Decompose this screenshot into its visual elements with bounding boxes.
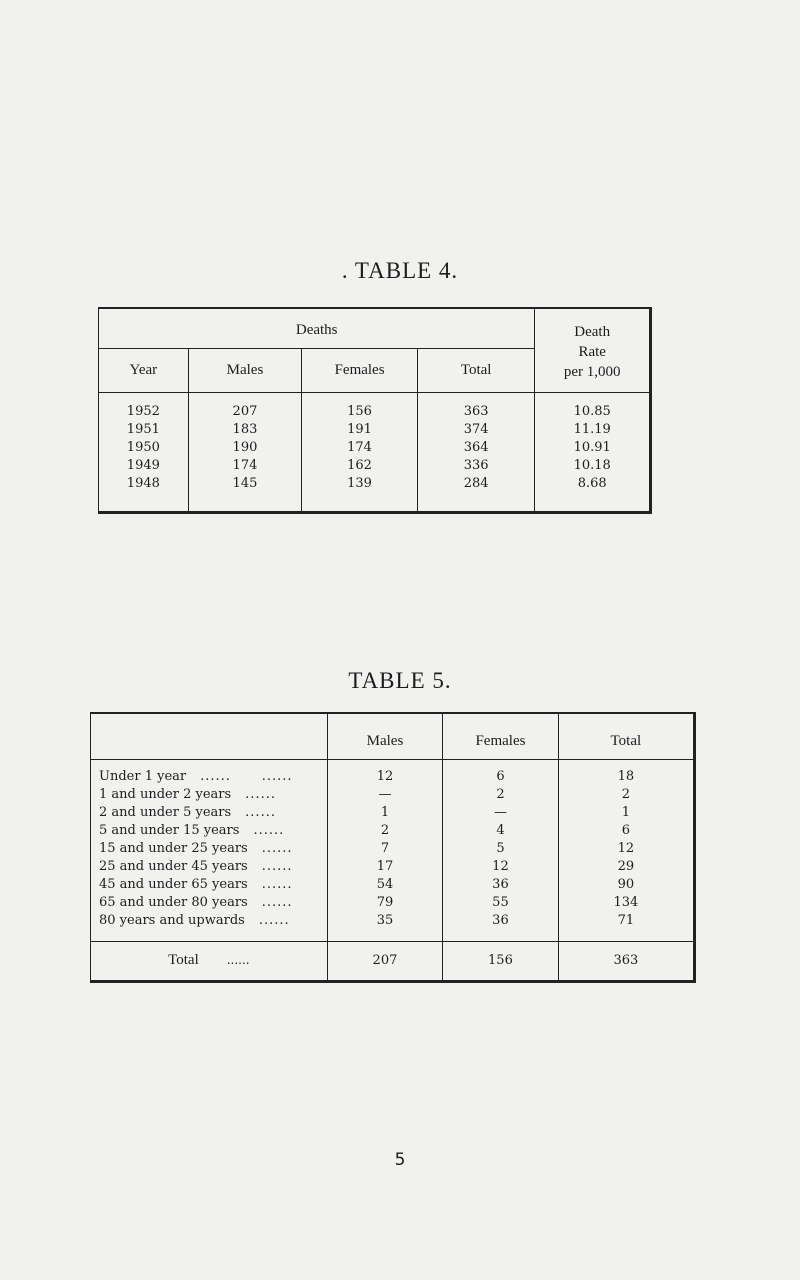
- total-cell: 134: [558, 893, 694, 911]
- rate-cell: 10.85: [535, 402, 651, 420]
- males-cell: 7: [327, 839, 442, 857]
- females-cell: 139: [302, 474, 418, 492]
- leader-dots: ......: [261, 858, 293, 874]
- total-total-cell: 363: [558, 941, 694, 981]
- males-cell: 1: [327, 803, 442, 821]
- total-cell: 284: [417, 474, 535, 492]
- males-cell: 183: [188, 420, 302, 438]
- females-header: Females: [302, 348, 418, 392]
- death-rate-header: [535, 308, 651, 392]
- table-row: [91, 839, 695, 857]
- total-label-cell: [91, 941, 328, 981]
- table-row: [91, 803, 695, 821]
- males-cell: —: [327, 785, 442, 803]
- table-row: [99, 456, 651, 474]
- age-label: 2 and under 5 years: [99, 804, 232, 820]
- males-cell: 35: [327, 911, 442, 929]
- deaths-header: Deaths: [99, 308, 535, 348]
- females-cell: 191: [302, 420, 418, 438]
- table-row: [91, 821, 695, 839]
- age-label-cell: [91, 821, 328, 839]
- total-cell: 364: [417, 438, 535, 456]
- leader-dots: ......: [245, 786, 276, 802]
- males-cell: 54: [327, 875, 442, 893]
- total-label: Total: [168, 952, 199, 968]
- table-row: [91, 857, 695, 875]
- rate-cell: 10.18: [535, 456, 651, 474]
- age-label-cell: [91, 767, 328, 785]
- table-row: [99, 438, 651, 456]
- leader-dots: ......: [261, 840, 293, 856]
- age-label: 25 and under 45 years: [99, 858, 248, 874]
- females-cell: 2: [443, 785, 559, 803]
- total-cell: 71: [558, 911, 694, 929]
- total-header: Total: [558, 713, 694, 759]
- age-label: 15 and under 25 years: [99, 840, 248, 856]
- males-cell: 79: [327, 893, 442, 911]
- leader-dots: ......: [261, 894, 293, 910]
- age-label: 80 years and upwards: [99, 912, 245, 928]
- total-cell: 90: [558, 875, 694, 893]
- year-header: Year: [99, 348, 189, 392]
- table5-title: TABLE 5.: [348, 668, 452, 693]
- total-cell: 6: [558, 821, 694, 839]
- leader-dots: ......: [226, 953, 250, 967]
- females-cell: 5: [443, 839, 559, 857]
- rate-header-line: Death: [574, 324, 611, 341]
- table-row: [99, 474, 651, 492]
- leader-dots: ......: [245, 804, 276, 820]
- year-cell: 1949: [126, 457, 160, 473]
- females-cell: 156: [302, 402, 418, 420]
- total-cell: 2: [558, 785, 694, 803]
- label-header: [91, 713, 328, 759]
- age-label: 45 and under 65 years: [99, 876, 248, 892]
- total-females-cell: 156: [443, 941, 559, 981]
- year-cell: 1948: [126, 475, 160, 491]
- females-cell: 162: [302, 456, 418, 474]
- females-cell: 36: [443, 911, 559, 929]
- total-header: Total: [417, 348, 535, 392]
- table-row: [99, 420, 651, 438]
- table4: [98, 307, 652, 514]
- rate-cell: 8.68: [535, 474, 651, 492]
- total-cell: 1: [558, 803, 694, 821]
- age-label-cell: [91, 803, 328, 821]
- females-cell: 55: [443, 893, 559, 911]
- rate-cell: 10.91: [535, 438, 651, 456]
- table-row: [91, 875, 695, 893]
- age-label: 5 and under 15 years: [99, 822, 240, 838]
- age-label: 65 and under 80 years: [99, 894, 248, 910]
- age-label-cell: [91, 839, 328, 857]
- table-row: [91, 767, 695, 785]
- total-cell: 18: [558, 767, 694, 785]
- age-label: Under 1 year: [99, 768, 187, 784]
- males-header: Males: [327, 713, 442, 759]
- males-cell: 17: [327, 857, 442, 875]
- rate-cell: 11.19: [535, 420, 651, 438]
- total-cell: 336: [417, 456, 535, 474]
- males-cell: 12: [327, 767, 442, 785]
- females-cell: 4: [443, 821, 559, 839]
- leader-dots: ...... ......: [200, 768, 293, 784]
- age-label-cell: [91, 785, 328, 803]
- age-label: 1 and under 2 years: [99, 786, 232, 802]
- leader-dots: ......: [253, 822, 285, 838]
- age-label-cell: [91, 893, 328, 911]
- total-males-cell: 207: [327, 941, 442, 981]
- rate-header-line: per 1,000: [563, 364, 621, 381]
- age-label-cell: [91, 857, 328, 875]
- males-cell: 2: [327, 821, 442, 839]
- males-cell: 207: [188, 402, 302, 420]
- age-label-cell: [91, 911, 328, 929]
- total-cell: 363: [417, 402, 535, 420]
- table4-title: . TABLE 4.: [341, 258, 459, 283]
- total-cell: 374: [417, 420, 535, 438]
- females-header: Females: [443, 713, 559, 759]
- year-cell: 1951: [126, 421, 160, 437]
- males-cell: 174: [188, 456, 302, 474]
- rate-header-line: Rate: [578, 344, 606, 361]
- females-cell: 36: [443, 875, 559, 893]
- total-row: [91, 941, 695, 981]
- males-cell: 190: [188, 438, 302, 456]
- males-cell: 145: [188, 474, 302, 492]
- table-row: [91, 911, 695, 929]
- leader-dots: ......: [261, 876, 293, 892]
- table-row: [91, 893, 695, 911]
- age-label-cell: [91, 875, 328, 893]
- total-cell: 29: [558, 857, 694, 875]
- females-cell: —: [443, 803, 559, 821]
- table5: [90, 712, 696, 983]
- total-cell: 12: [558, 839, 694, 857]
- males-header: Males: [188, 348, 302, 392]
- females-cell: 12: [443, 857, 559, 875]
- year-cell: 1952: [126, 403, 160, 419]
- year-cell: 1950: [126, 439, 160, 455]
- table-row: [99, 402, 651, 420]
- leader-dots: ......: [258, 912, 290, 928]
- page-number: 5: [394, 1150, 406, 1170]
- table-row: [91, 785, 695, 803]
- females-cell: 174: [302, 438, 418, 456]
- females-cell: 6: [443, 767, 559, 785]
